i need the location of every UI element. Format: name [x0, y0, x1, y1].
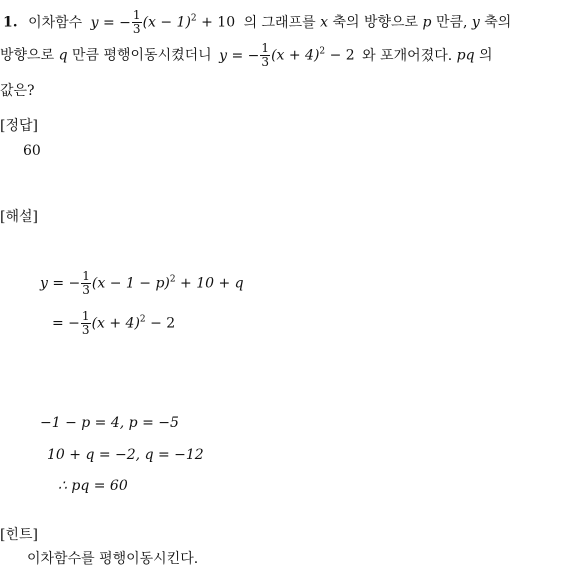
equation-tail: + 10 + q: [175, 275, 244, 292]
answer-header: [정답]: [0, 118, 38, 134]
problem-text: 만큼,: [435, 14, 468, 31]
fraction-denominator: 3: [132, 22, 141, 36]
hint-text: 이차함수를 평행이동시킨다.: [27, 551, 199, 567]
fraction-denominator: 3: [81, 323, 90, 337]
fraction: [132, 9, 142, 36]
problem-text: 축의 방향으로: [332, 14, 419, 31]
fraction: [260, 42, 270, 69]
fraction-denominator: 3: [261, 55, 270, 69]
equation-rhs: (x − 1): [142, 14, 191, 31]
problem-line-2: [0, 42, 493, 69]
exponent: 2: [190, 13, 197, 24]
problem-text: 만큼 평행이동시켰더니: [71, 47, 212, 64]
problem-text: 방향으로: [0, 47, 55, 64]
solution-header: [해설]: [0, 209, 38, 225]
variable: pq: [456, 47, 475, 64]
fraction-numerator: 1: [132, 8, 141, 22]
equation-rhs: (x + 4): [91, 315, 140, 332]
problem-number: 1.: [3, 14, 18, 31]
problem-text: 의: [479, 47, 493, 64]
solution-step-2: 10 + q = −2, q = −12: [47, 447, 204, 463]
hint-header: [힌트]: [0, 527, 38, 543]
fraction-numerator: 1: [82, 269, 90, 283]
equation-rhs: (x + 4): [271, 47, 320, 64]
problem-text: 이차함수: [28, 14, 83, 31]
problem-text: 와 포개어졌다.: [362, 47, 453, 64]
exponent: 2: [319, 46, 326, 57]
fraction-numerator: 1: [81, 309, 90, 323]
answer-value: 60: [23, 143, 41, 159]
equation-tail: − 2: [145, 315, 176, 332]
equation-tail: − 2: [325, 47, 355, 64]
problem-text: 축의: [484, 14, 512, 31]
variable: q: [58, 47, 68, 64]
fraction-denominator: 3: [82, 283, 90, 297]
equation-tail: + 10: [196, 14, 236, 31]
equation-lhs: y = −: [219, 47, 260, 64]
solution-step-3: ∴ pq = 60: [58, 478, 128, 494]
solution-equation-1: [40, 270, 244, 297]
fraction: [81, 310, 91, 337]
problem-line-1: [3, 9, 511, 36]
problem-line-3: 값은?: [0, 83, 35, 99]
fraction-numerator: 1: [261, 41, 270, 55]
equation-rhs: (x − 1 − p): [91, 275, 170, 292]
variable: y: [471, 14, 480, 31]
variable: p: [422, 14, 432, 31]
exponent: 2: [169, 274, 176, 285]
problem-text: 의 그래프를: [243, 14, 316, 31]
solution-step-1: −1 − p = 4, p = −5: [40, 415, 179, 431]
equation-lhs: y = −: [40, 275, 81, 292]
solution-equation-2: [52, 310, 175, 337]
equation-lhs: = −: [52, 315, 80, 332]
variable: x: [320, 14, 328, 31]
exponent: 2: [139, 314, 146, 325]
equation-lhs: y = −: [90, 14, 131, 31]
fraction: [81, 270, 91, 297]
